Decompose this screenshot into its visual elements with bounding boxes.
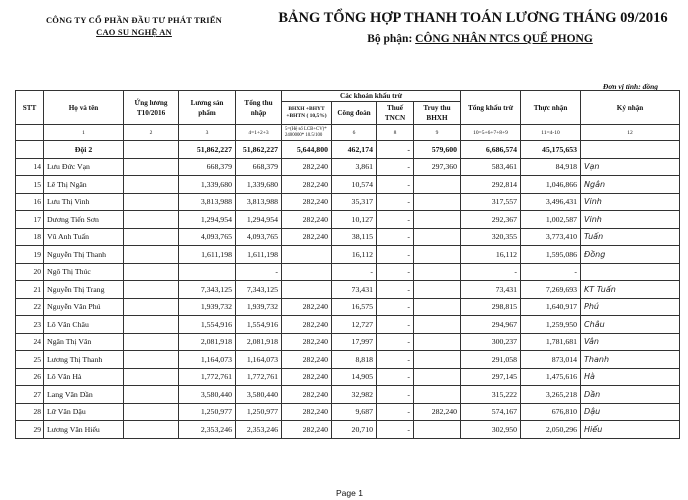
- row-recover: [414, 368, 461, 386]
- department-value: CÔNG NHÂN NTCS QUẾ PHONG: [415, 33, 593, 45]
- row-total: 1,611,198: [236, 246, 282, 264]
- row-bhxh: 282,240: [282, 228, 332, 246]
- row-stt: 26: [16, 368, 44, 386]
- row-tax: -: [377, 176, 414, 194]
- table-row: [16, 316, 680, 334]
- row-total: 1,294,954: [236, 211, 282, 229]
- row-total-deduction: 320,355: [461, 228, 521, 246]
- row-net: 873,014: [521, 351, 581, 369]
- subtotal-total-deduction: 6,686,574: [461, 141, 521, 159]
- row-name: Lô Văn Hà: [44, 368, 124, 386]
- subtotal-net: 45,175,653: [521, 141, 581, 159]
- row-union: 17,997: [332, 333, 377, 351]
- row-product: 1,250,977: [179, 403, 236, 421]
- row-product: 3,580,440: [179, 386, 236, 404]
- row-signature: Phú: [581, 298, 680, 316]
- row-signature: Đồng: [581, 246, 680, 264]
- subtotal-advance: [124, 141, 179, 159]
- row-tax: -: [377, 158, 414, 176]
- row-total-deduction: 16,112: [461, 246, 521, 264]
- row-bhxh: 282,240: [282, 298, 332, 316]
- table-row: [16, 211, 680, 229]
- table-row: [16, 228, 680, 246]
- row-name: Nguyễn Văn Phú: [44, 298, 124, 316]
- row-total: -: [236, 263, 282, 281]
- table-row: [16, 298, 680, 316]
- row-net: 1,259,950: [521, 316, 581, 334]
- row-signature: Thanh: [581, 351, 680, 369]
- row-tax: -: [377, 246, 414, 264]
- row-tax: -: [377, 351, 414, 369]
- row-name: Ngô Thị Thúc: [44, 263, 124, 281]
- subtotal-stt: [16, 141, 44, 159]
- row-union: 73,431: [332, 281, 377, 299]
- subtotal-bhxh: 5,644,800: [282, 141, 332, 159]
- row-total-deduction: 294,967: [461, 316, 521, 334]
- row-total: 2,353,246: [236, 421, 282, 439]
- row-advance: [124, 228, 179, 246]
- row-bhxh: 282,240: [282, 316, 332, 334]
- index-cell: 4=1+2+3: [236, 125, 282, 141]
- row-advance: [124, 386, 179, 404]
- row-recover: [414, 176, 461, 194]
- row-net: 1,046,866: [521, 176, 581, 194]
- row-recover: [414, 351, 461, 369]
- row-recover: [414, 193, 461, 211]
- row-total-deduction: -: [461, 263, 521, 281]
- row-name: Lữ Văn Dậu: [44, 403, 124, 421]
- row-stt: 15: [16, 176, 44, 194]
- row-union: 16,112: [332, 246, 377, 264]
- row-net: 1,781,681: [521, 333, 581, 351]
- document-title: BẢNG TỔNG HỢP THANH TOÁN LƯƠNG THÁNG 09/2016: [278, 10, 668, 26]
- row-bhxh: 282,240: [282, 176, 332, 194]
- row-product: 1,339,680: [179, 176, 236, 194]
- header-advance: Ứng lương T10/2016: [124, 91, 179, 125]
- index-cell: 10=5+6+7+8+9: [461, 125, 521, 141]
- header-union: Công đoàn: [332, 102, 377, 125]
- header-total-deduction: Tổng khấu trừ: [461, 91, 521, 125]
- row-name: Vũ Anh Tuấn: [44, 228, 124, 246]
- row-union: 10,127: [332, 211, 377, 229]
- row-total-deduction: 292,367: [461, 211, 521, 229]
- row-signature: Hiếu: [581, 421, 680, 439]
- row-recover: [414, 228, 461, 246]
- row-bhxh: 282,240: [282, 386, 332, 404]
- row-product: 7,343,125: [179, 281, 236, 299]
- row-signature: Vân: [581, 333, 680, 351]
- header-recover: Truy thu BHXH: [414, 102, 461, 125]
- row-product: 1,939,732: [179, 298, 236, 316]
- row-bhxh: 282,240: [282, 368, 332, 386]
- header-stt: STT: [16, 91, 44, 125]
- row-total-deduction: 583,461: [461, 158, 521, 176]
- row-tax: -: [377, 228, 414, 246]
- row-total-deduction: 291,058: [461, 351, 521, 369]
- row-union: 38,115: [332, 228, 377, 246]
- table-row: [16, 368, 680, 386]
- header-product: Lương sản phẩm: [179, 91, 236, 125]
- index-cell: [16, 125, 44, 141]
- row-total-deduction: 297,145: [461, 368, 521, 386]
- row-union: 32,982: [332, 386, 377, 404]
- index-cell: 6: [332, 125, 377, 141]
- row-bhxh: 282,240: [282, 193, 332, 211]
- row-signature: Ngân: [581, 176, 680, 194]
- header-total: Tổng thu nhập: [236, 91, 282, 125]
- row-bhxh: 282,240: [282, 351, 332, 369]
- row-net: 3,496,431: [521, 193, 581, 211]
- row-product: 1,611,198: [179, 246, 236, 264]
- row-advance: [124, 193, 179, 211]
- index-cell: 2: [124, 125, 179, 141]
- row-advance: [124, 158, 179, 176]
- row-stt: 20: [16, 263, 44, 281]
- row-product: 4,093,765: [179, 228, 236, 246]
- row-stt: 23: [16, 316, 44, 334]
- subtotal-total: 51,862,227: [236, 141, 282, 159]
- row-advance: [124, 333, 179, 351]
- row-net: 7,269,693: [521, 281, 581, 299]
- row-union: 20,710: [332, 421, 377, 439]
- subtotal-union: 462,174: [332, 141, 377, 159]
- row-product: 668,379: [179, 158, 236, 176]
- row-stt: 14: [16, 158, 44, 176]
- subtotal-label: Đội 2: [44, 141, 124, 159]
- row-name: Lê Thị Ngân: [44, 176, 124, 194]
- payroll-table: [15, 90, 680, 439]
- row-bhxh: [282, 281, 332, 299]
- company-line-1: CÔNG TY CỔ PHẦN ĐẦU TƯ PHÁT TRIỂN: [45, 15, 223, 25]
- header-row-1: [16, 91, 680, 102]
- row-recover: [414, 246, 461, 264]
- row-total: 7,343,125: [236, 281, 282, 299]
- row-net: 1,640,917: [521, 298, 581, 316]
- table-row: [16, 158, 680, 176]
- row-total-deduction: 317,557: [461, 193, 521, 211]
- row-union: 12,727: [332, 316, 377, 334]
- row-product: 1,772,761: [179, 368, 236, 386]
- row-tax: -: [377, 368, 414, 386]
- row-net: 3,265,218: [521, 386, 581, 404]
- row-bhxh: 282,240: [282, 403, 332, 421]
- row-signature: Vinh: [581, 211, 680, 229]
- company-line-2: CAO SU NGHỆ AN: [96, 27, 172, 37]
- row-bhxh: [282, 263, 332, 281]
- row-total: 1,772,761: [236, 368, 282, 386]
- row-product: 2,081,918: [179, 333, 236, 351]
- subtotal-recover: 579,600: [414, 141, 461, 159]
- row-product: 3,813,988: [179, 193, 236, 211]
- row-union: 8,818: [332, 351, 377, 369]
- page-number: Page 1: [336, 488, 363, 498]
- row-recover: 297,360: [414, 158, 461, 176]
- row-union: 3,861: [332, 158, 377, 176]
- row-total-deduction: 298,815: [461, 298, 521, 316]
- row-total: 1,164,073: [236, 351, 282, 369]
- row-tax: -: [377, 211, 414, 229]
- row-stt: 22: [16, 298, 44, 316]
- row-union: 9,687: [332, 403, 377, 421]
- index-cell: 3: [179, 125, 236, 141]
- row-tax: -: [377, 386, 414, 404]
- index-cell: 8: [377, 125, 414, 141]
- table-row: [16, 333, 680, 351]
- row-net: 3,773,410: [521, 228, 581, 246]
- row-advance: [124, 263, 179, 281]
- department: [300, 33, 660, 45]
- row-tax: -: [377, 421, 414, 439]
- row-bhxh: 282,240: [282, 211, 332, 229]
- row-total: 4,093,765: [236, 228, 282, 246]
- row-signature: Châu: [581, 316, 680, 334]
- row-union: 14,905: [332, 368, 377, 386]
- row-stt: 17: [16, 211, 44, 229]
- row-name: Lưu Đức Vạn: [44, 158, 124, 176]
- index-cell: 9: [414, 125, 461, 141]
- row-stt: 19: [16, 246, 44, 264]
- row-name: Lang Văn Dần: [44, 386, 124, 404]
- row-advance: [124, 281, 179, 299]
- table-row: [16, 403, 680, 421]
- row-signature: Dần: [581, 386, 680, 404]
- row-signature: Dậu: [581, 403, 680, 421]
- row-signature: [581, 263, 680, 281]
- row-product: 1,554,916: [179, 316, 236, 334]
- row-advance: [124, 176, 179, 194]
- row-name: Lương Thị Thanh: [44, 351, 124, 369]
- row-advance: [124, 211, 179, 229]
- row-bhxh: 282,240: [282, 333, 332, 351]
- row-total-deduction: 73,431: [461, 281, 521, 299]
- row-stt: 28: [16, 403, 44, 421]
- row-union: 16,575: [332, 298, 377, 316]
- row-signature: Hà: [581, 368, 680, 386]
- row-total-deduction: 292,814: [461, 176, 521, 194]
- row-total-deduction: 574,167: [461, 403, 521, 421]
- row-recover: [414, 421, 461, 439]
- row-total-deduction: 315,222: [461, 386, 521, 404]
- row-tax: -: [377, 316, 414, 334]
- subtotal-sign: [581, 141, 680, 159]
- header-bhxh: BHXH +BHYT +BHTN ( 10,5%): [282, 102, 332, 125]
- header-name: Họ và tên: [44, 91, 124, 125]
- row-product: 2,353,246: [179, 421, 236, 439]
- row-signature: Vinh: [581, 193, 680, 211]
- row-stt: 25: [16, 351, 44, 369]
- row-bhxh: 282,240: [282, 158, 332, 176]
- row-name: Lô Văn Châu: [44, 316, 124, 334]
- table-row: [16, 263, 680, 281]
- department-label: Bộ phận:: [367, 33, 413, 45]
- row-product: 1,294,954: [179, 211, 236, 229]
- row-name: Lương Văn Hiếu: [44, 421, 124, 439]
- table-row: [16, 193, 680, 211]
- index-cell: 11=4-10: [521, 125, 581, 141]
- index-cell: 5=(Hệ số LCB+CV)* 2400000* 10.5/100: [282, 125, 332, 141]
- table-row: [16, 281, 680, 299]
- row-signature: Vạn: [581, 158, 680, 176]
- table-row: [16, 176, 680, 194]
- row-name: Lưu Thị Vinh: [44, 193, 124, 211]
- row-net: 1,002,587: [521, 211, 581, 229]
- row-net: 1,475,616: [521, 368, 581, 386]
- row-union: -: [332, 263, 377, 281]
- row-total: 3,580,440: [236, 386, 282, 404]
- row-recover: [414, 281, 461, 299]
- row-advance: [124, 246, 179, 264]
- subtotal-product: 51,862,227: [179, 141, 236, 159]
- row-stt: 16: [16, 193, 44, 211]
- table-row: [16, 421, 680, 439]
- row-stt: 24: [16, 333, 44, 351]
- row-total: 1,554,916: [236, 316, 282, 334]
- row-tax: -: [377, 333, 414, 351]
- row-net: 676,810: [521, 403, 581, 421]
- row-stt: 18: [16, 228, 44, 246]
- table-row: [16, 386, 680, 404]
- row-total: 1,939,732: [236, 298, 282, 316]
- row-total-deduction: 300,237: [461, 333, 521, 351]
- row-signature: Tuấn: [581, 228, 680, 246]
- header-net: Thực nhận: [521, 91, 581, 125]
- row-product: [179, 263, 236, 281]
- row-advance: [124, 351, 179, 369]
- row-tax: -: [377, 281, 414, 299]
- subtotal-tax: -: [377, 141, 414, 159]
- table-row: [16, 351, 680, 369]
- row-recover: [414, 316, 461, 334]
- row-recover: [414, 298, 461, 316]
- row-total: 1,250,977: [236, 403, 282, 421]
- index-row: [16, 125, 680, 141]
- table-row: [16, 246, 680, 264]
- row-advance: [124, 403, 179, 421]
- row-name: Nguyễn Thị Thanh: [44, 246, 124, 264]
- index-cell: 1: [44, 125, 124, 141]
- currency-unit: Đơn vị tính: đồng: [602, 82, 658, 91]
- company-name: [34, 14, 234, 38]
- row-name: Dương Tiến Sơn: [44, 211, 124, 229]
- row-union: 10,574: [332, 176, 377, 194]
- row-total: 3,813,988: [236, 193, 282, 211]
- row-union: 35,317: [332, 193, 377, 211]
- row-recover: [414, 211, 461, 229]
- row-net: 1,595,086: [521, 246, 581, 264]
- header-tax: Thuế TNCN: [377, 102, 414, 125]
- row-total-deduction: 302,950: [461, 421, 521, 439]
- row-total: 668,379: [236, 158, 282, 176]
- row-stt: 29: [16, 421, 44, 439]
- row-signature: KT Tuấn: [581, 281, 680, 299]
- row-bhxh: 282,240: [282, 421, 332, 439]
- row-tax: -: [377, 263, 414, 281]
- row-advance: [124, 421, 179, 439]
- row-recover: 282,240: [414, 403, 461, 421]
- row-name: Nguyễn Thị Trang: [44, 281, 124, 299]
- row-stt: 27: [16, 386, 44, 404]
- row-tax: -: [377, 403, 414, 421]
- row-total: 1,339,680: [236, 176, 282, 194]
- row-recover: [414, 333, 461, 351]
- header-deductions: Các khoản khấu trừ: [282, 91, 461, 102]
- row-total: 2,081,918: [236, 333, 282, 351]
- header-sign: Ký nhận: [581, 91, 680, 125]
- row-product: 1,164,073: [179, 351, 236, 369]
- row-advance: [124, 368, 179, 386]
- row-recover: [414, 263, 461, 281]
- row-bhxh: [282, 246, 332, 264]
- row-recover: [414, 386, 461, 404]
- row-name: Ngân Thị Vân: [44, 333, 124, 351]
- row-tax: -: [377, 193, 414, 211]
- row-advance: [124, 316, 179, 334]
- index-cell: 12: [581, 125, 680, 141]
- row-net: -: [521, 263, 581, 281]
- row-stt: 21: [16, 281, 44, 299]
- row-tax: -: [377, 298, 414, 316]
- row-net: 84,918: [521, 158, 581, 176]
- row-advance: [124, 298, 179, 316]
- row-net: 2,050,296: [521, 421, 581, 439]
- subtotal-row: [16, 141, 680, 159]
